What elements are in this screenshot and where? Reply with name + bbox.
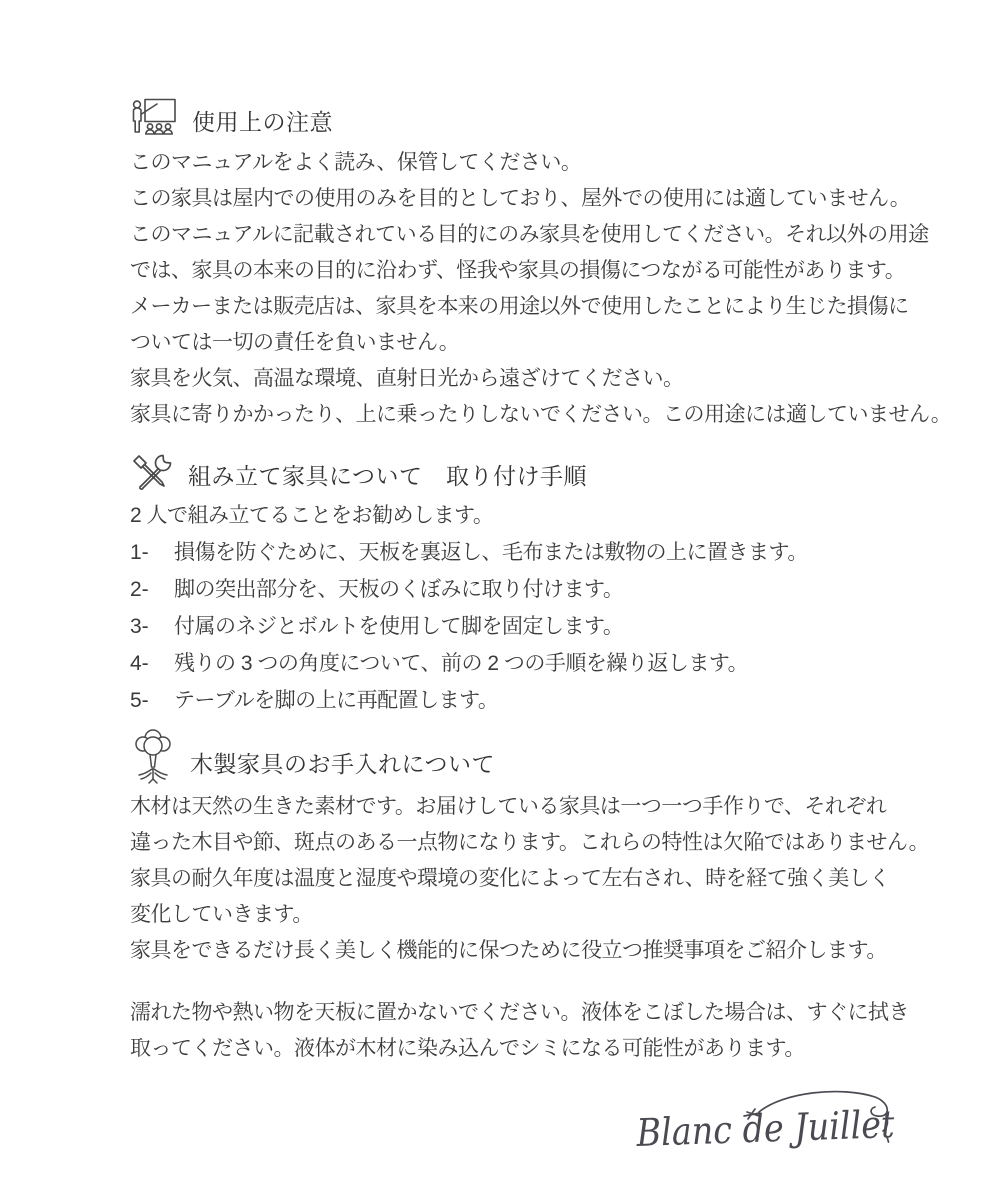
care-line: 木材は天然の生きた素材です。お届けしている家具は一つ一つ手作りで、それぞれ xyxy=(130,795,887,818)
step-number: 2- xyxy=(130,578,149,601)
section-care-title: 木製家具のお手入れについて xyxy=(190,751,496,777)
care-line: 家具の耐久年度は温度と湿度や環境の変化によって左右され、時を経て強く美しく xyxy=(130,867,890,890)
step-number: 5- xyxy=(130,689,149,712)
care-line: 違った木目や節、斑点のある一点物になります。これらの特性は欠陥ではありません。 xyxy=(130,831,930,854)
paragraph-gap xyxy=(130,969,900,995)
care-line: 変化していきます。 xyxy=(130,903,313,926)
usage-line: この家具は屋内での使用のみを目的としており、屋外での使用には適していません。 xyxy=(130,187,911,210)
section-assembly-body xyxy=(130,498,900,719)
usage-line: メーカーまたは販売店は、家具を本来の用途以外で使用したことにより生じた損傷に xyxy=(130,295,909,318)
step-text: 脚の突出部分を、天板のくぼみに取り付けます。 xyxy=(174,578,624,601)
step-text: 付属のネジとボルトを使用して脚を固定します。 xyxy=(174,615,624,638)
tree-icon xyxy=(130,727,176,785)
step-number: 1- xyxy=(130,541,149,564)
care-warning-line: 濡れた物や熱い物を天板に置かないでください。液体をこぼした場合は、すぐに拭き xyxy=(130,1001,909,1024)
step-text: 残りの 3 つの角度について、前の 2 つの手順を繰り返します。 xyxy=(174,652,749,675)
crossed-tools-icon xyxy=(130,452,174,496)
section-assembly-header xyxy=(130,452,900,496)
assembly-step xyxy=(130,534,900,571)
usage-line: ついては一切の責任を負いません。 xyxy=(130,331,460,354)
care-warning-line: 取ってください。液体が木材に染み込んでシミになる可能性があります。 xyxy=(130,1037,805,1060)
brand-logo xyxy=(635,1082,935,1162)
usage-line: では、家具の本来の目的に沿わず、怪我や家具の損傷につながる可能性があります。 xyxy=(130,259,906,282)
section-care-body xyxy=(130,789,930,1067)
usage-line: このマニュアルに記載されている目的にのみ家具を使用してください。それ以外の用途 xyxy=(130,223,929,246)
assembly-step xyxy=(130,645,900,682)
step-text: テーブルを脚の上に再配置します。 xyxy=(174,689,499,712)
presentation-training-icon xyxy=(130,98,178,142)
brand-logo-text: Blanc de Juillet xyxy=(635,1100,931,1155)
care-line: 家具をできるだけ長く美しく機能的に保つために役立つ推奨事項をご紹介します。 xyxy=(130,939,887,962)
usage-line: 家具に寄りかかったり、上に乗ったりしないでください。この用途には適していません。 xyxy=(130,403,952,426)
step-number: 4- xyxy=(130,652,149,675)
usage-line: このマニュアルをよく読み、保管してください。 xyxy=(130,151,582,174)
section-usage-body xyxy=(130,145,952,433)
section-usage-header xyxy=(130,97,900,143)
step-number: 3- xyxy=(130,615,149,638)
assembly-step xyxy=(130,608,900,645)
assembly-intro: 2 人で組み立てることをお勧めします。 xyxy=(130,504,494,527)
section-care-header xyxy=(130,727,900,785)
assembly-step xyxy=(130,682,900,719)
assembly-step xyxy=(130,571,900,608)
step-text: 損傷を防ぐために、天板を裏返し、毛布または敷物の上に置きます。 xyxy=(174,541,808,564)
usage-line: 家具を火気、高温な環境、直射日光から遠ざけてください。 xyxy=(130,367,684,390)
section-assembly-title: 組み立て家具について 取り付け手順 xyxy=(188,462,588,489)
section-usage-title: 使用上の注意 xyxy=(192,108,333,135)
